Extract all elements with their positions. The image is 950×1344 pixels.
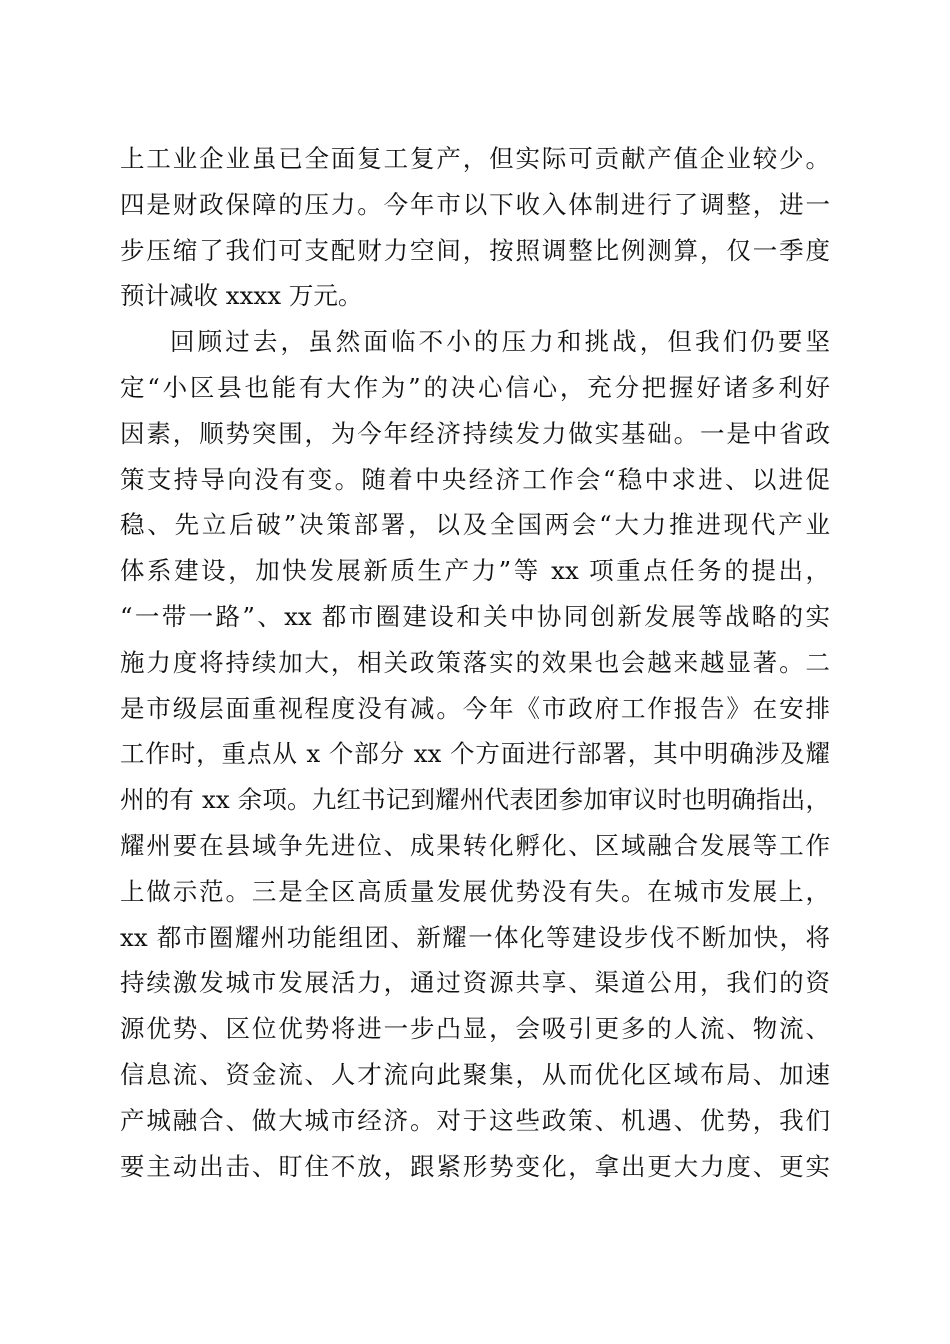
text-line: xx 都市圈耀州功能组团、新耀一体化等建设步伐不断加快，将 [120,922,830,952]
text-line: 信息流、资金流、人才流向此聚集，从而优化区域布局、加速 [120,1059,830,1089]
text-line: 四是财政保障的压力。今年市以下收入体制进行了调整，进一 [120,189,830,219]
text-line: “一带一路”、xx 都市圈建设和关中协同创新发展等战略的实 [120,601,830,631]
body-text [120,136,830,1189]
text-line: 定“小区县也能有大作为”的决心信心，充分把握好诸多利好 [120,372,830,402]
text-line: 策支持导向没有变。随着中央经济工作会“稳中求进、以进促 [120,464,830,494]
text-line: 上做示范。三是全区高质量发展优势没有失。在城市发展上， [120,876,830,906]
text-line: 体系建设，加快发展新质生产力”等 xx 项重点任务的提出， [120,556,830,586]
text-line: 预计减收 xxxx 万元。 [120,281,363,311]
text-line: 工作时，重点从 x 个部分 xx 个方面进行部署，其中明确涉及耀 [120,739,830,769]
text-line: 产城融合、做大城市经济。对于这些政策、机遇、优势，我们 [120,1105,830,1135]
text-line: 施力度将持续加大，相关政策落实的效果也会越来越显著。二 [120,647,830,677]
text-line: 回顾过去，虽然面临不小的压力和挑战，但我们仍要坚 [170,327,830,357]
text-line: 因素，顺势突围，为今年经济持续发力做实基础。一是中省政 [120,418,830,448]
text-line: 源优势、区位优势将进一步凸显，会吸引更多的人流、物流、 [120,1014,830,1044]
text-line: 步压缩了我们可支配财力空间，按照调整比例测算，仅一季度 [120,235,830,265]
text-line: 持续激发城市发展活力，通过资源共享、渠道公用，我们的资 [120,968,830,998]
text-line: 要主动出击、盯住不放，跟紧形势变化，拿出更大力度、更实 [120,1151,830,1181]
text-line: 稳、先立后破”决策部署，以及全国两会“大力推进现代产业 [120,510,830,540]
text-line: 州的有 xx 余项。九红书记到耀州代表团参加审议时也明确指出， [120,785,830,815]
text-line: 是市级层面重视程度没有减。今年《市政府工作报告》在安排 [120,693,830,723]
text-line: 上工业企业虽已全面复工复产，但实际可贡献产值企业较少。 [120,144,830,173]
text-line: 耀州要在县域争先进位、成果转化孵化、区域融合发展等工作 [120,830,830,860]
